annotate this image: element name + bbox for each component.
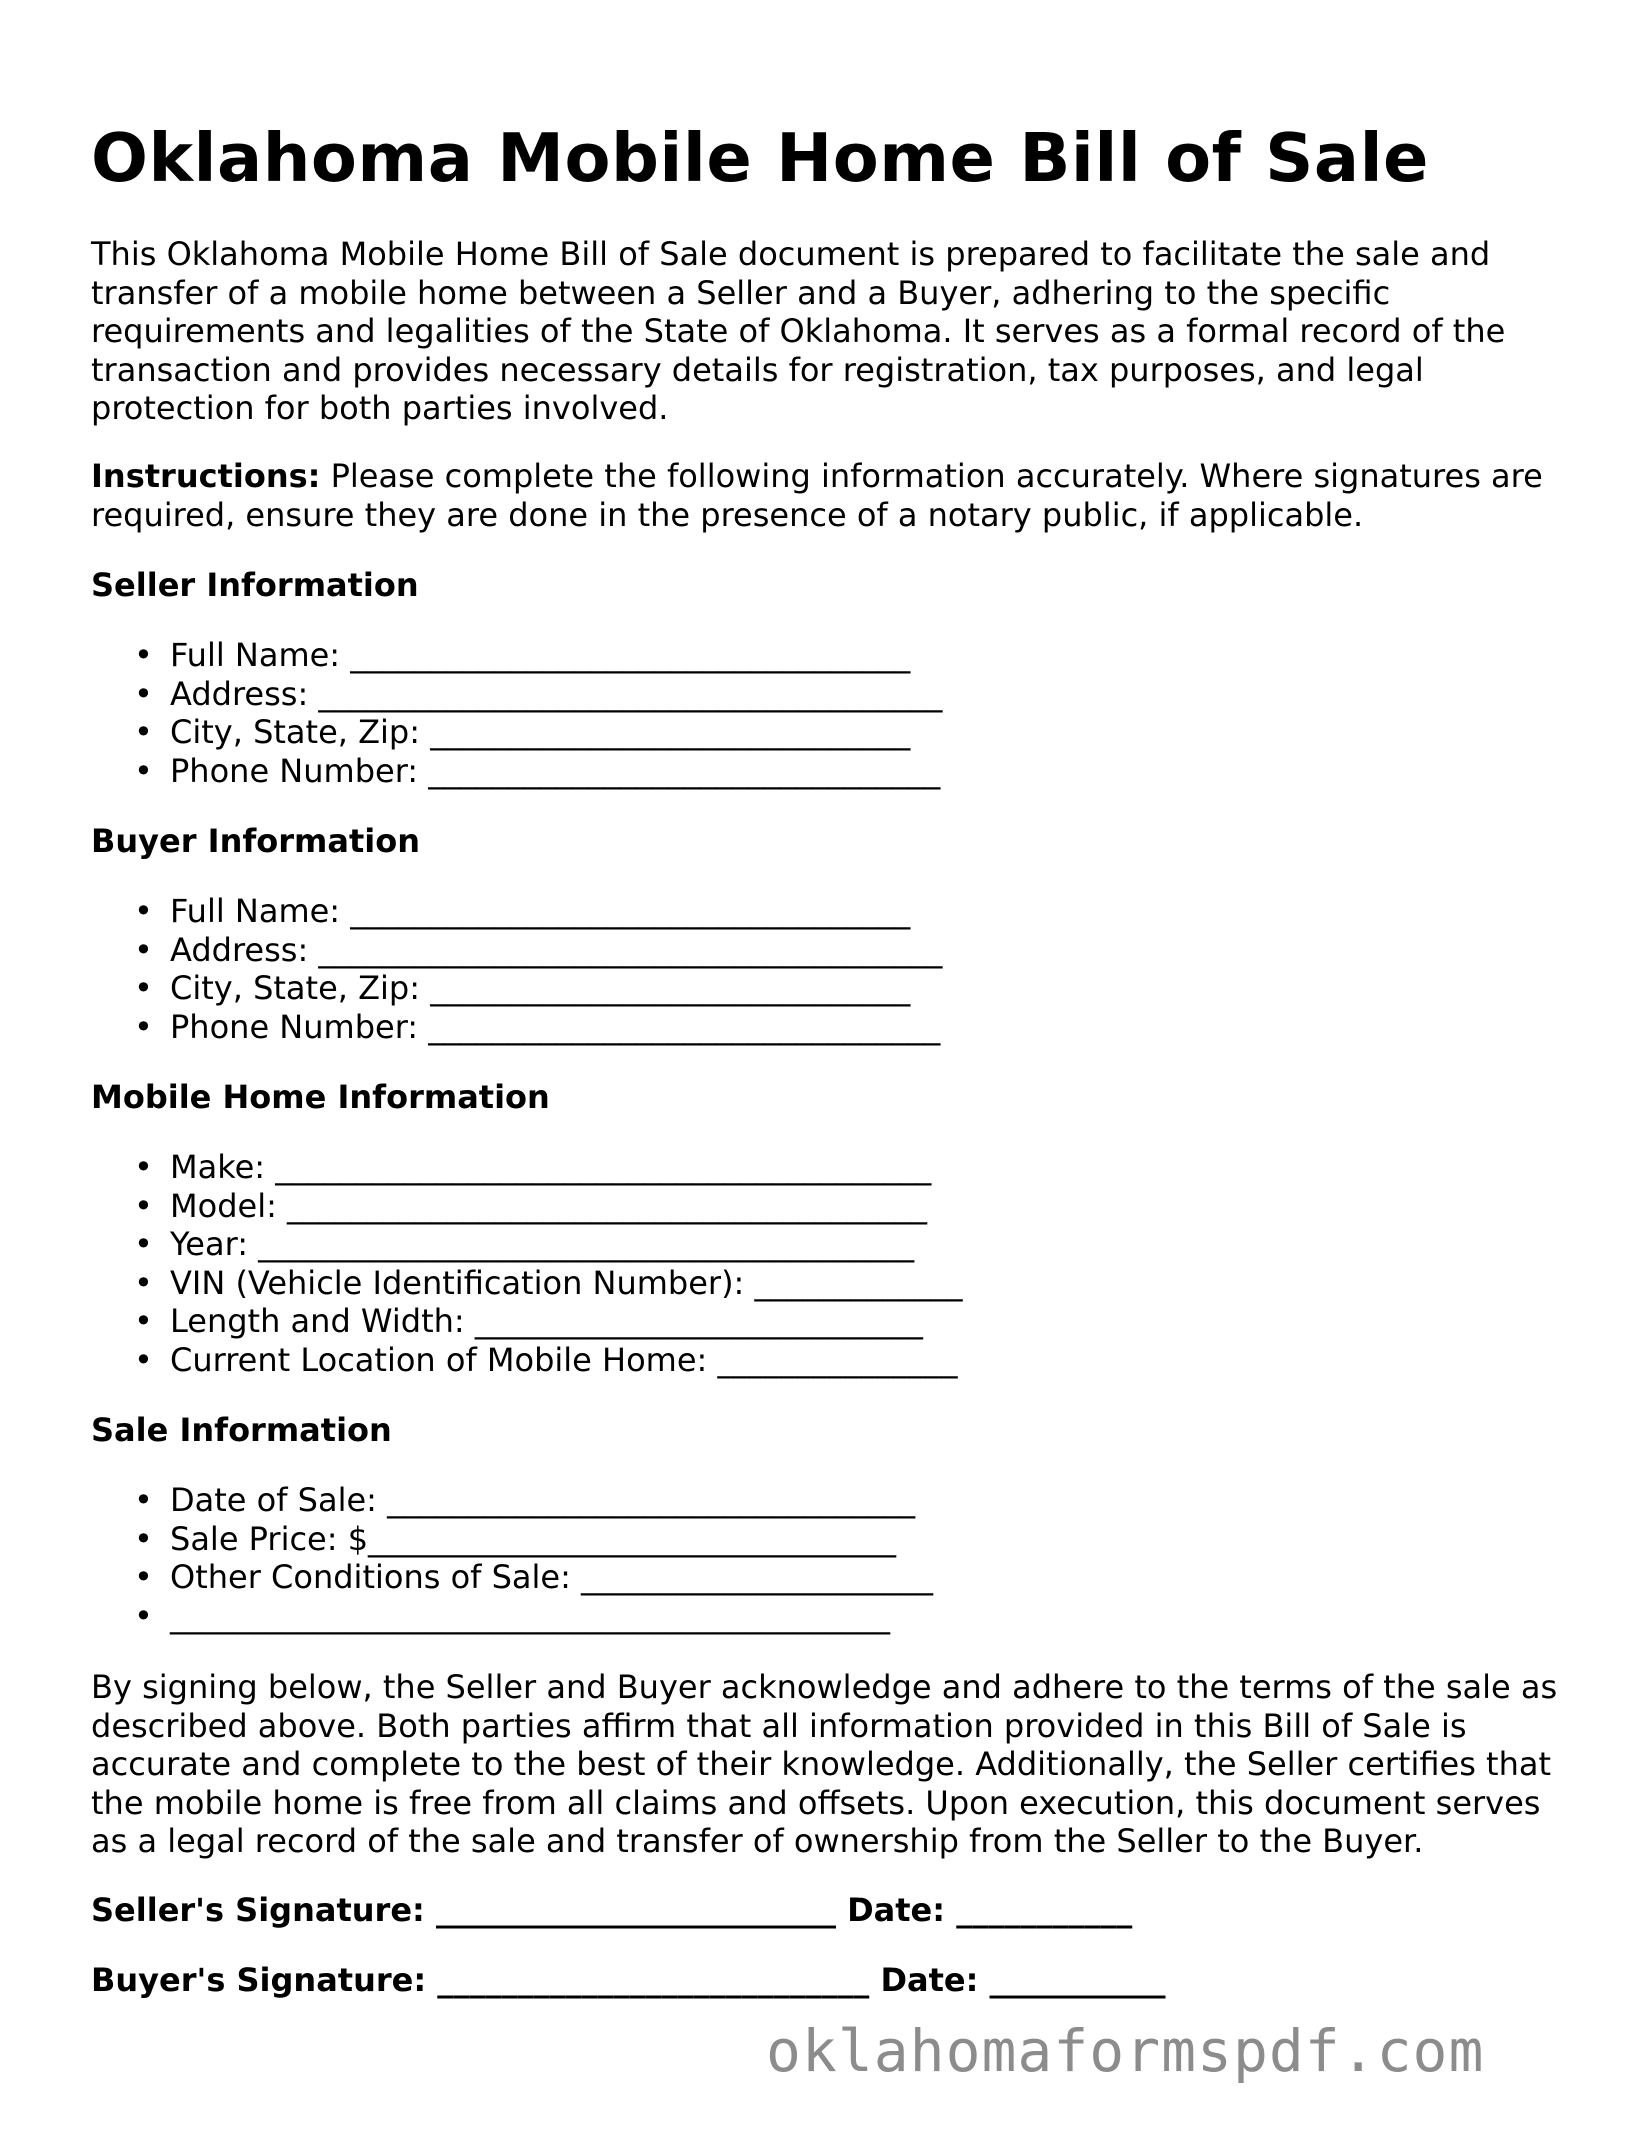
- year-field[interactable]: • Year: _________________________________________: [91, 1225, 963, 1264]
- current-location-field[interactable]: • Current Location of Mobile Home: _______________: [91, 1341, 963, 1380]
- sale-price-field[interactable]: • Sale Price: $_________________________________: [91, 1520, 933, 1559]
- other-conditions-field[interactable]: • Other Conditions of Sale: ______________________: [91, 1558, 933, 1597]
- buyer-signature-line[interactable]: Buyer's Signature: ___________________________ Date: ___________: [91, 1961, 1166, 1999]
- buyer-phone-field[interactable]: • Phone Number: ________________________________: [91, 1008, 942, 1047]
- instructions-label: Instructions:: [91, 457, 321, 495]
- seller-signature-line[interactable]: Seller's Signature: _________________________ Date: ___________: [91, 1891, 1133, 1929]
- instructions-text: Please complete the following information accurately. Where signatures are required, ensure they are done in the presence of a notary public, if applicable.: [91, 457, 1543, 534]
- mobile-home-fields: [91, 1148, 963, 1379]
- watermark-text: oklahomaformspdf.com: [766, 2017, 1485, 2085]
- seller-address-field[interactable]: • Address: _______________________________________: [91, 675, 942, 714]
- date-of-sale-field[interactable]: • Date of Sale: _________________________________: [91, 1481, 933, 1520]
- buyer-address-field[interactable]: • Address: _______________________________________: [91, 931, 942, 970]
- page-title: Oklahoma Mobile Home Bill of Sale: [91, 119, 1429, 197]
- buyer-city-state-zip-field[interactable]: • City, State, Zip: ______________________________: [91, 969, 942, 1008]
- buyer-fields: [91, 892, 942, 1046]
- seller-full-name-field[interactable]: • Full Name: ___________________________________: [91, 636, 942, 675]
- model-field[interactable]: • Model: ________________________________________: [91, 1187, 963, 1226]
- make-field[interactable]: • Make: _________________________________________: [91, 1148, 963, 1187]
- vin-field[interactable]: • VIN (Vehicle Identification Number): _____________: [91, 1264, 963, 1303]
- instructions-paragraph: [91, 457, 1571, 534]
- seller-fields: [91, 636, 942, 790]
- other-conditions-continued-field[interactable]: • _____________________________________________: [91, 1597, 933, 1636]
- length-width-field[interactable]: • Length and Width: ____________________________: [91, 1302, 963, 1341]
- sale-fields: [91, 1481, 933, 1635]
- buyer-full-name-field[interactable]: • Full Name: ___________________________________: [91, 892, 942, 931]
- closing-paragraph: By signing below, the Seller and Buyer acknowledge and adhere to the terms of the sale as described above. Both parties affirm that all information provided in this Bill of Sale is accurate and complete to the best of their knowledge. Additionally, the Seller certifies that the mobile home is free from all claims and offsets. Upon execution, this document serves as a legal record of the sale and transfer of ownership from the Seller to the Buyer.: [91, 1668, 1558, 1860]
- seller-phone-field[interactable]: • Phone Number: ________________________________: [91, 752, 942, 791]
- buyer-heading: Buyer Information: [91, 822, 420, 860]
- intro-paragraph: This Oklahoma Mobile Home Bill of Sale document is prepared to facilitate the sale and transfer of a mobile home between a Seller and a Buyer, adhering to the specific requirements and legalities of the State of Oklahoma. It serves as a formal record of the transaction and provides necessary details for registration, tax purposes, and legal protection for both parties involved.: [91, 235, 1506, 427]
- seller-heading: Seller Information: [91, 566, 419, 604]
- mobile-home-heading: Mobile Home Information: [91, 1078, 550, 1116]
- sale-heading: Sale Information: [91, 1411, 392, 1449]
- seller-city-state-zip-field[interactable]: • City, State, Zip: ______________________________: [91, 713, 942, 752]
